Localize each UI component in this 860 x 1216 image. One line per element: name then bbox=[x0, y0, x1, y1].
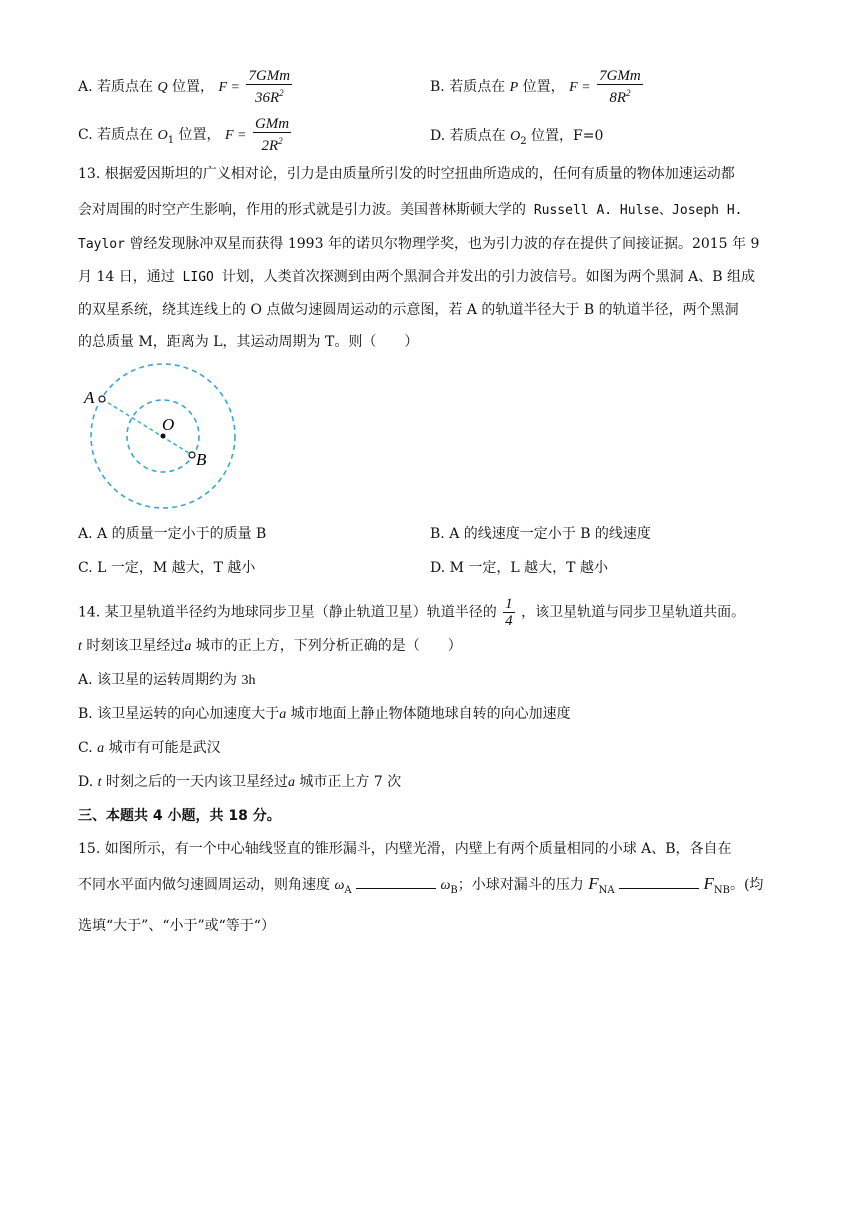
binary-star-orbit-diagram bbox=[82, 362, 242, 512]
q14-stem-line-1: 14. 某卫星轨道半径约为地球同步卫星（静止轨道卫星）轨道半径的 $\frac{1}{4}$ ，该卫星轨道与同步卫星轨道共面。 bbox=[78, 596, 746, 629]
q14-option-a: A. 该卫星的运转周期约为 3h bbox=[78, 672, 256, 688]
q14-option-c: C. a 城市有可能是武汉 bbox=[78, 740, 221, 756]
q13-option-c: C. L 一定，M 越大，T 越小 bbox=[78, 560, 256, 576]
label-b: B bbox=[196, 450, 207, 469]
q12-option-a: A. 若质点在 Q 位置， F = $\frac{\text{7GMm}}{36R^2}$ bbox=[78, 68, 291, 106]
q13-option-d: D. M 一定，L 越大，T 越小 bbox=[430, 560, 608, 576]
q15-stem-line-1: 15. 如图所示，有一个中心轴线竖直的锥形漏斗，内壁光滑，内壁上有两个质量相同的小球 A、B，各自在 bbox=[78, 841, 732, 857]
one-quarter-fraction: $\frac{1}{4}$ bbox=[505, 596, 513, 629]
q15-stem-line-2: 不同水平面内做匀速圆周运动，则角速度 $\omega_A$ $\omega_B$；小球对漏斗的压力 $F_{NA}$ $F_{NB}$。(均 bbox=[78, 874, 764, 896]
black-hole-b bbox=[189, 452, 195, 458]
q14-stem-line-2: t 时刻该卫星经过a 城市的正上方，下列分析正确的是（ ） bbox=[78, 638, 462, 654]
q12-option-a-fraction: $\frac{\text{7GMm}}{36R^2}$ bbox=[248, 68, 291, 106]
label-a: A bbox=[84, 388, 95, 407]
q12-option-b: B. 若质点在 P 位置， F = $\frac{\text{7GMm}}{8R^2}$ bbox=[430, 68, 641, 106]
q15-stem-line-3: 选填“大于”、“小于”或“等于“） bbox=[78, 918, 275, 934]
answer-blank-2[interactable] bbox=[619, 874, 699, 889]
q12-option-b-fraction: $\frac{\text{7GMm}}{8R^2}$ bbox=[599, 68, 641, 106]
q13-stem-line-3: Taylor 曾经发现脉冲双星而获得 1993 年的诺贝尔物理学奖，也为引力波的存在提供了间接证据。2015 年 9 bbox=[78, 236, 760, 252]
q14-option-d: D. t 时刻之后的一天内该卫星经过a 城市正上方 7 次 bbox=[78, 774, 402, 790]
connecting-line bbox=[102, 399, 192, 455]
section-3-heading: 三、本题共 4 小题，共 18 分。 bbox=[78, 808, 281, 824]
q12-option-c: C. 若质点在 $O_1$ 位置， F = $\frac{\text{GMm}}{2R^2}$ bbox=[78, 116, 290, 154]
q12-option-c-fraction: $\frac{\text{GMm}}{2R^2}$ bbox=[254, 116, 290, 154]
q13-stem-line-6: 的总质量 M，距离为 L，其运动周期为 T。则（ ） bbox=[78, 334, 419, 350]
q12-option-d: D. 若质点在 $O_2$ 位置，F=0 bbox=[430, 128, 604, 147]
q13-option-b: B. A 的线速度一定小于 B 的线速度 bbox=[430, 526, 651, 542]
black-hole-a bbox=[99, 396, 105, 402]
answer-blank-1[interactable] bbox=[356, 874, 436, 889]
q13-stem-line-4: 月 14 日，通过 LIGO 计划，人类首次探测到由两个黑洞合并发出的引力波信号。如图为两个黑洞 A、B 组成 bbox=[78, 269, 755, 285]
q13-option-a: A. A 的质量一定小于的质量 B bbox=[78, 526, 267, 542]
q14-option-b: B. 该卫星运转的向心加速度大于a 城市地面上静止物体随地球自转的向心加速度 bbox=[78, 706, 571, 722]
q13-stem-line-1: 13. 根据爱因斯坦的广义相对论，引力是由质量所引发的时空扭曲所造成的，任何有质量的物体加速运动都 bbox=[78, 166, 735, 182]
center-point-o bbox=[161, 434, 166, 439]
q13-stem-line-5: 的双星系统，绕其连线上的 O 点做匀速圆周运动的示意图，若 A 的轨道半径大于 B 的轨道半径，两个黑洞 bbox=[78, 302, 739, 318]
q13-stem-line-2: 会对周围的时空产生影响，作用的形式就是引力波。美国普林斯顿大学的 Russell A. Hulse、Joseph H. bbox=[78, 202, 743, 218]
label-o: O bbox=[162, 415, 175, 434]
